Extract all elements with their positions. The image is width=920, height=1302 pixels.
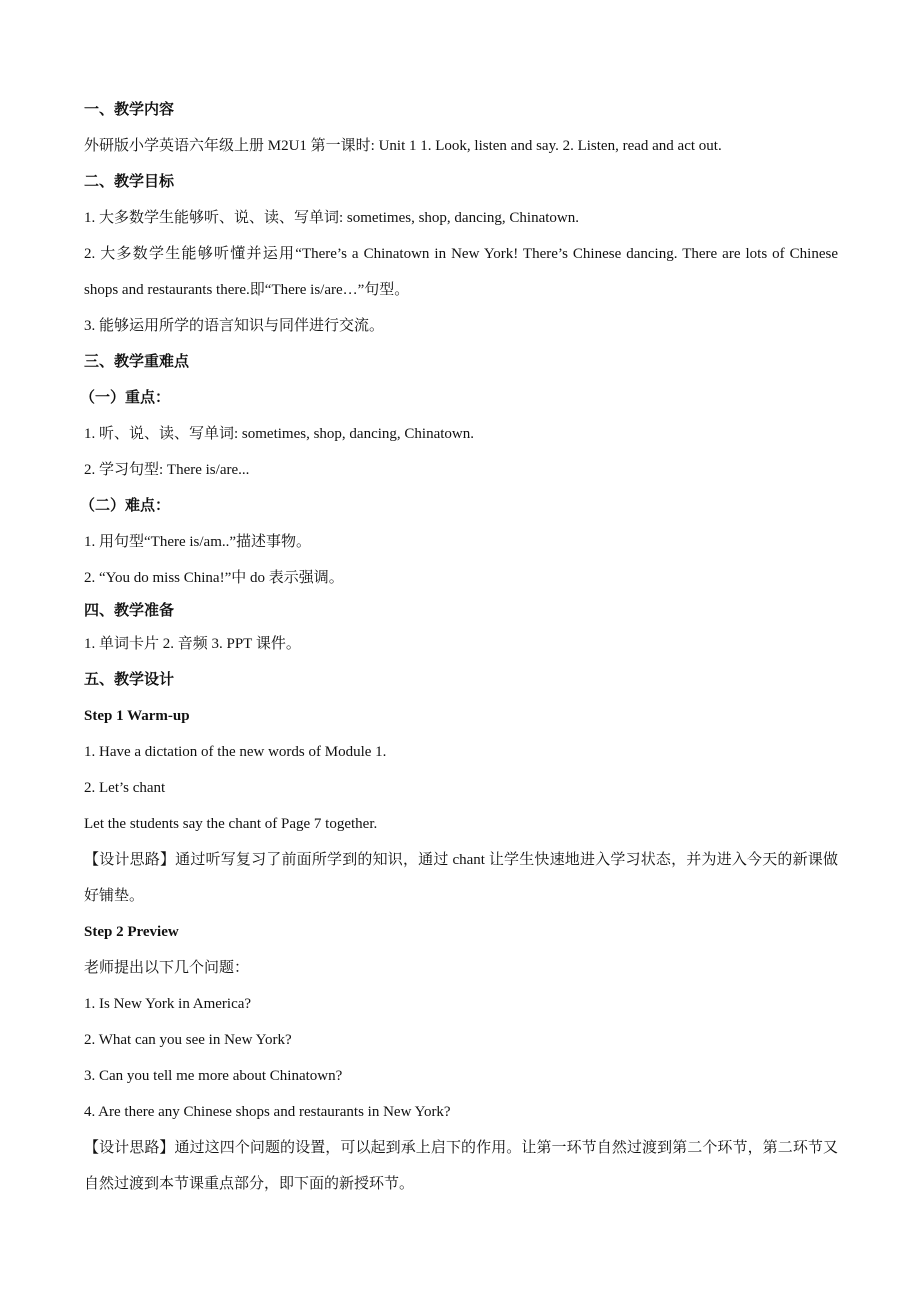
step-2-intro: 老师提出以下几个问题：	[84, 960, 250, 976]
content-text: 外研版小学英语六年级上册 M2U1 第一课时: Unit 1 1. Look, listen and say. 2. Listen, read and act out.	[84, 138, 722, 154]
subheading-difficulties: （二）难点：	[80, 498, 171, 514]
question-4: 4. Are there any Chinese shops and restaurants in New York?	[84, 1104, 451, 1120]
step-1-instruction: Let the students say the chant of Page 7 together.	[84, 816, 378, 832]
subheading-key-points: （一）重点：	[80, 390, 171, 406]
question-3: 3. Can you tell me more about Chinatown?	[84, 1068, 343, 1084]
step-2-design-rationale: 【设计思路】通过这四个问题的设置，可以起到承上启下的作用。让第一环节自然过渡到第二个环节，第二环节又自然过渡到本节课重点部分，即下面的新授环节。	[84, 1140, 838, 1192]
key-point-1: 1. 听、说、读、写单词: sometimes, shop, dancing, Chinatown.	[84, 426, 474, 442]
difficulty-2: 2. “You do miss China!”中 do 表示强调。	[84, 570, 344, 586]
question-2: 2. What can you see in New York?	[84, 1032, 292, 1048]
section-heading-design: 五、教学设计	[84, 672, 175, 688]
objective-3: 3. 能够运用所学的语言知识与同伴进行交流。	[84, 318, 385, 334]
objective-1: 1. 大多数学生能够听、说、读、写单词: sometimes, shop, dancing, Chinatown.	[84, 210, 579, 226]
objective-2: 2. 大多数学生能够听懂并运用“There’s a Chinatown in New York! There’s Chinese dancing. There are lots of Chinese shops and restaurants there.即“There is/are…”句型。	[84, 246, 838, 298]
section-heading-objectives: 二、教学目标	[84, 174, 175, 190]
step-1-item-2: 2. Let’s chant	[84, 780, 166, 796]
preparation-text: 1. 单词卡片 2. 音频 3. PPT 课件。	[84, 636, 301, 652]
difficulty-1: 1. 用句型“There is/am..”描述事物。	[84, 534, 312, 550]
lesson-plan-document	[80, 92, 838, 1202]
section-heading-key-points: 三、教学重难点	[84, 354, 190, 370]
step-1-item-1: 1. Have a dictation of the new words of Module 1.	[84, 744, 387, 760]
key-point-2: 2. 学习句型: There is/are...	[84, 462, 250, 478]
step-2-heading: Step 2 Preview	[84, 924, 179, 940]
section-heading-content: 一、教学内容	[84, 102, 175, 118]
section-heading-preparation: 四、教学准备	[84, 603, 175, 619]
question-1: 1. Is New York in America?	[84, 996, 252, 1012]
step-1-heading: Step 1 Warm-up	[84, 708, 190, 724]
step-1-design-rationale: 【设计思路】通过听写复习了前面所学到的知识，通过 chant 让学生快速地进入学习状态，并为进入今天的新课做好铺垫。	[84, 852, 838, 904]
